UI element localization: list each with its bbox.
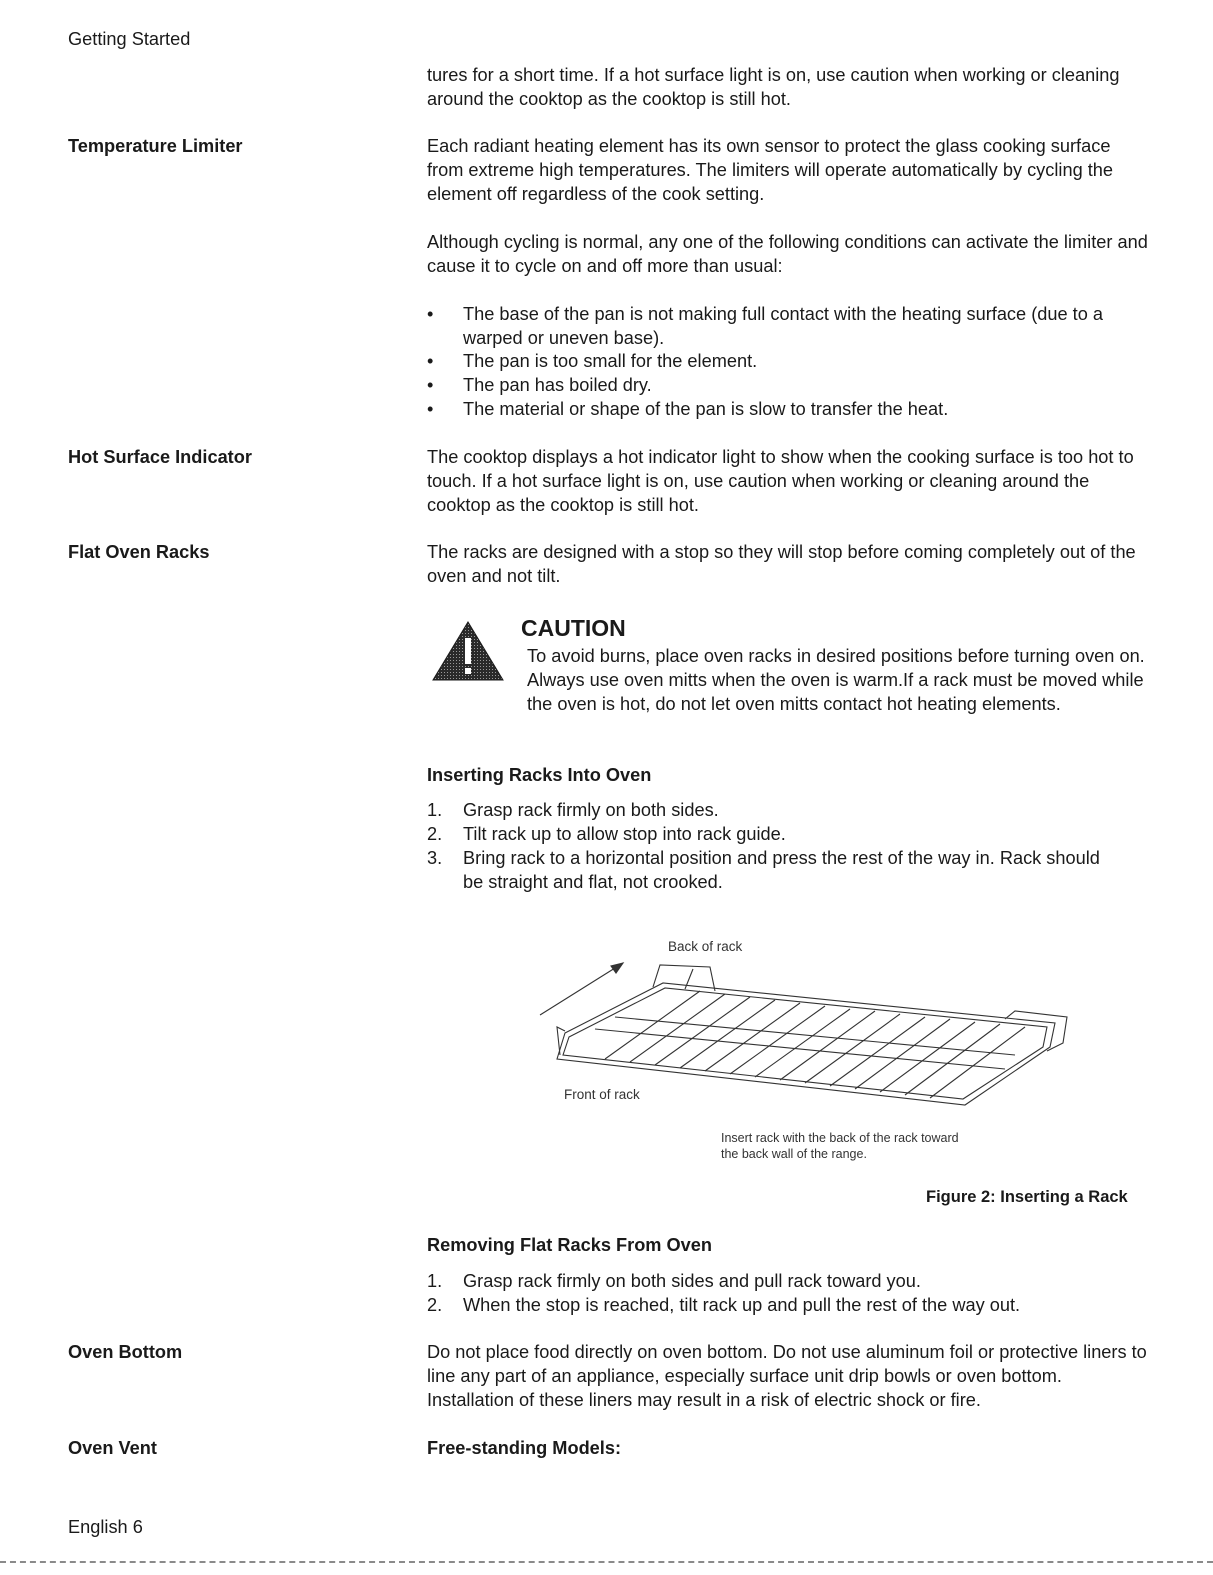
oven-bottom-heading: Oven Bottom (68, 1342, 183, 1362)
step-number: 2. (427, 824, 443, 844)
inserting-racks-heading: Inserting Racks Into Oven (427, 765, 652, 785)
temperature-limiter-paragraph-1: Each radiant heating element has its own sensor to protect the glass cooking surface from extreme high temperatures. The limiters will operate automatically by cycling the element off regardless of the cook setting. (427, 136, 1114, 204)
bullet-text: The material or shape of the pan is slow to transfer the heat. (463, 399, 949, 419)
bullet-text: The pan has boiled dry. (463, 375, 652, 395)
temperature-limiter-paragraph-2: Although cycling is normal, any one of the following conditions can activate the limiter and cause it to cycle on and off more than usual: (427, 232, 1148, 276)
bullet-text: The pan is too small for the element. (463, 351, 758, 371)
bullet-item (427, 373, 1149, 397)
scan-edge-divider (0, 1561, 1213, 1563)
oven-vent-heading: Oven Vent (68, 1438, 157, 1458)
flat-oven-racks-paragraph: The racks are designed with a stop so they will stop before coming completely out of the oven and not tilt. (427, 542, 1136, 586)
step-number: 2. (427, 1295, 443, 1315)
step-text: When the stop is reached, tilt rack up and pull the rest of the way out. (463, 1295, 1021, 1315)
free-standing-models-heading: Free-standing Models: (427, 1438, 622, 1458)
step-text: Grasp rack firmly on both sides. (463, 800, 719, 820)
bullet-text: The base of the pan is not making full contact with the heating surface (due to a warped or uneven base). (463, 304, 1103, 348)
caution-title: CAUTION (521, 615, 626, 641)
bullet-marker: • (427, 351, 434, 371)
bullet-item (427, 397, 1149, 421)
list-item (427, 798, 1149, 822)
page-number: English 6 (68, 1517, 143, 1537)
oven-bottom-paragraph: Do not place food directly on oven bottom. Do not use aluminum foil or protective liners to line any part of an appliance, especially surface unit drip bowls or oven bottom. Installation of these liners may result in a risk of electric shock or fire. (427, 1342, 1147, 1410)
list-item (427, 822, 1149, 846)
step-number: 1. (427, 800, 443, 820)
bullet-marker: • (427, 399, 434, 419)
step-number: 1. (427, 1271, 443, 1291)
running-header: Getting Started (68, 29, 191, 49)
list-item (427, 1269, 1149, 1293)
hot-surface-heading: Hot Surface Indicator (68, 447, 252, 467)
temperature-limiter-heading: Temperature Limiter (68, 136, 243, 156)
bullet-item (427, 302, 1149, 350)
figure-note: Insert rack with the back of the rack toward the back wall of the range. (721, 1131, 959, 1161)
bullet-item (427, 349, 1149, 373)
step-text: Bring rack to a horizontal position and press the rest of the way in. Rack should be straight and flat, not crooked. (463, 848, 1100, 892)
step-text: Tilt rack up to allow stop into rack guide. (463, 824, 786, 844)
list-item (427, 1293, 1149, 1317)
hot-surface-paragraph: The cooktop displays a hot indicator light to show when the cooking surface is too hot to touch. If a hot surface light is on, use caution when working or cleaning around the cooktop as the cooktop is still hot. (427, 447, 1134, 515)
front-of-rack-label: Front of rack (564, 1087, 640, 1102)
caution-text: To avoid burns, place oven racks in desired positions before turning oven on. Always use oven mitts when the oven is warm.If a rack must be moved while the oven is hot, do not let oven mitts contact hot heating elements. (527, 646, 1145, 714)
flat-oven-racks-heading: Flat Oven Racks (68, 542, 210, 562)
intro-paragraph: tures for a short time. If a hot surface light is on, use caution when working or cleaning around the cooktop as the cooktop is still hot. (427, 65, 1120, 109)
removing-racks-heading: Removing Flat Racks From Oven (427, 1235, 713, 1255)
warning-triangle-icon (431, 620, 505, 682)
bullet-marker: • (427, 304, 434, 324)
back-of-rack-label: Back of rack (668, 939, 743, 954)
step-text: Grasp rack firmly on both sides and pull rack toward you. (463, 1271, 921, 1291)
list-item (427, 846, 1149, 894)
figure-caption: Figure 2: Inserting a Rack (926, 1188, 1128, 1206)
step-number: 3. (427, 848, 443, 868)
bullet-marker: • (427, 375, 434, 395)
